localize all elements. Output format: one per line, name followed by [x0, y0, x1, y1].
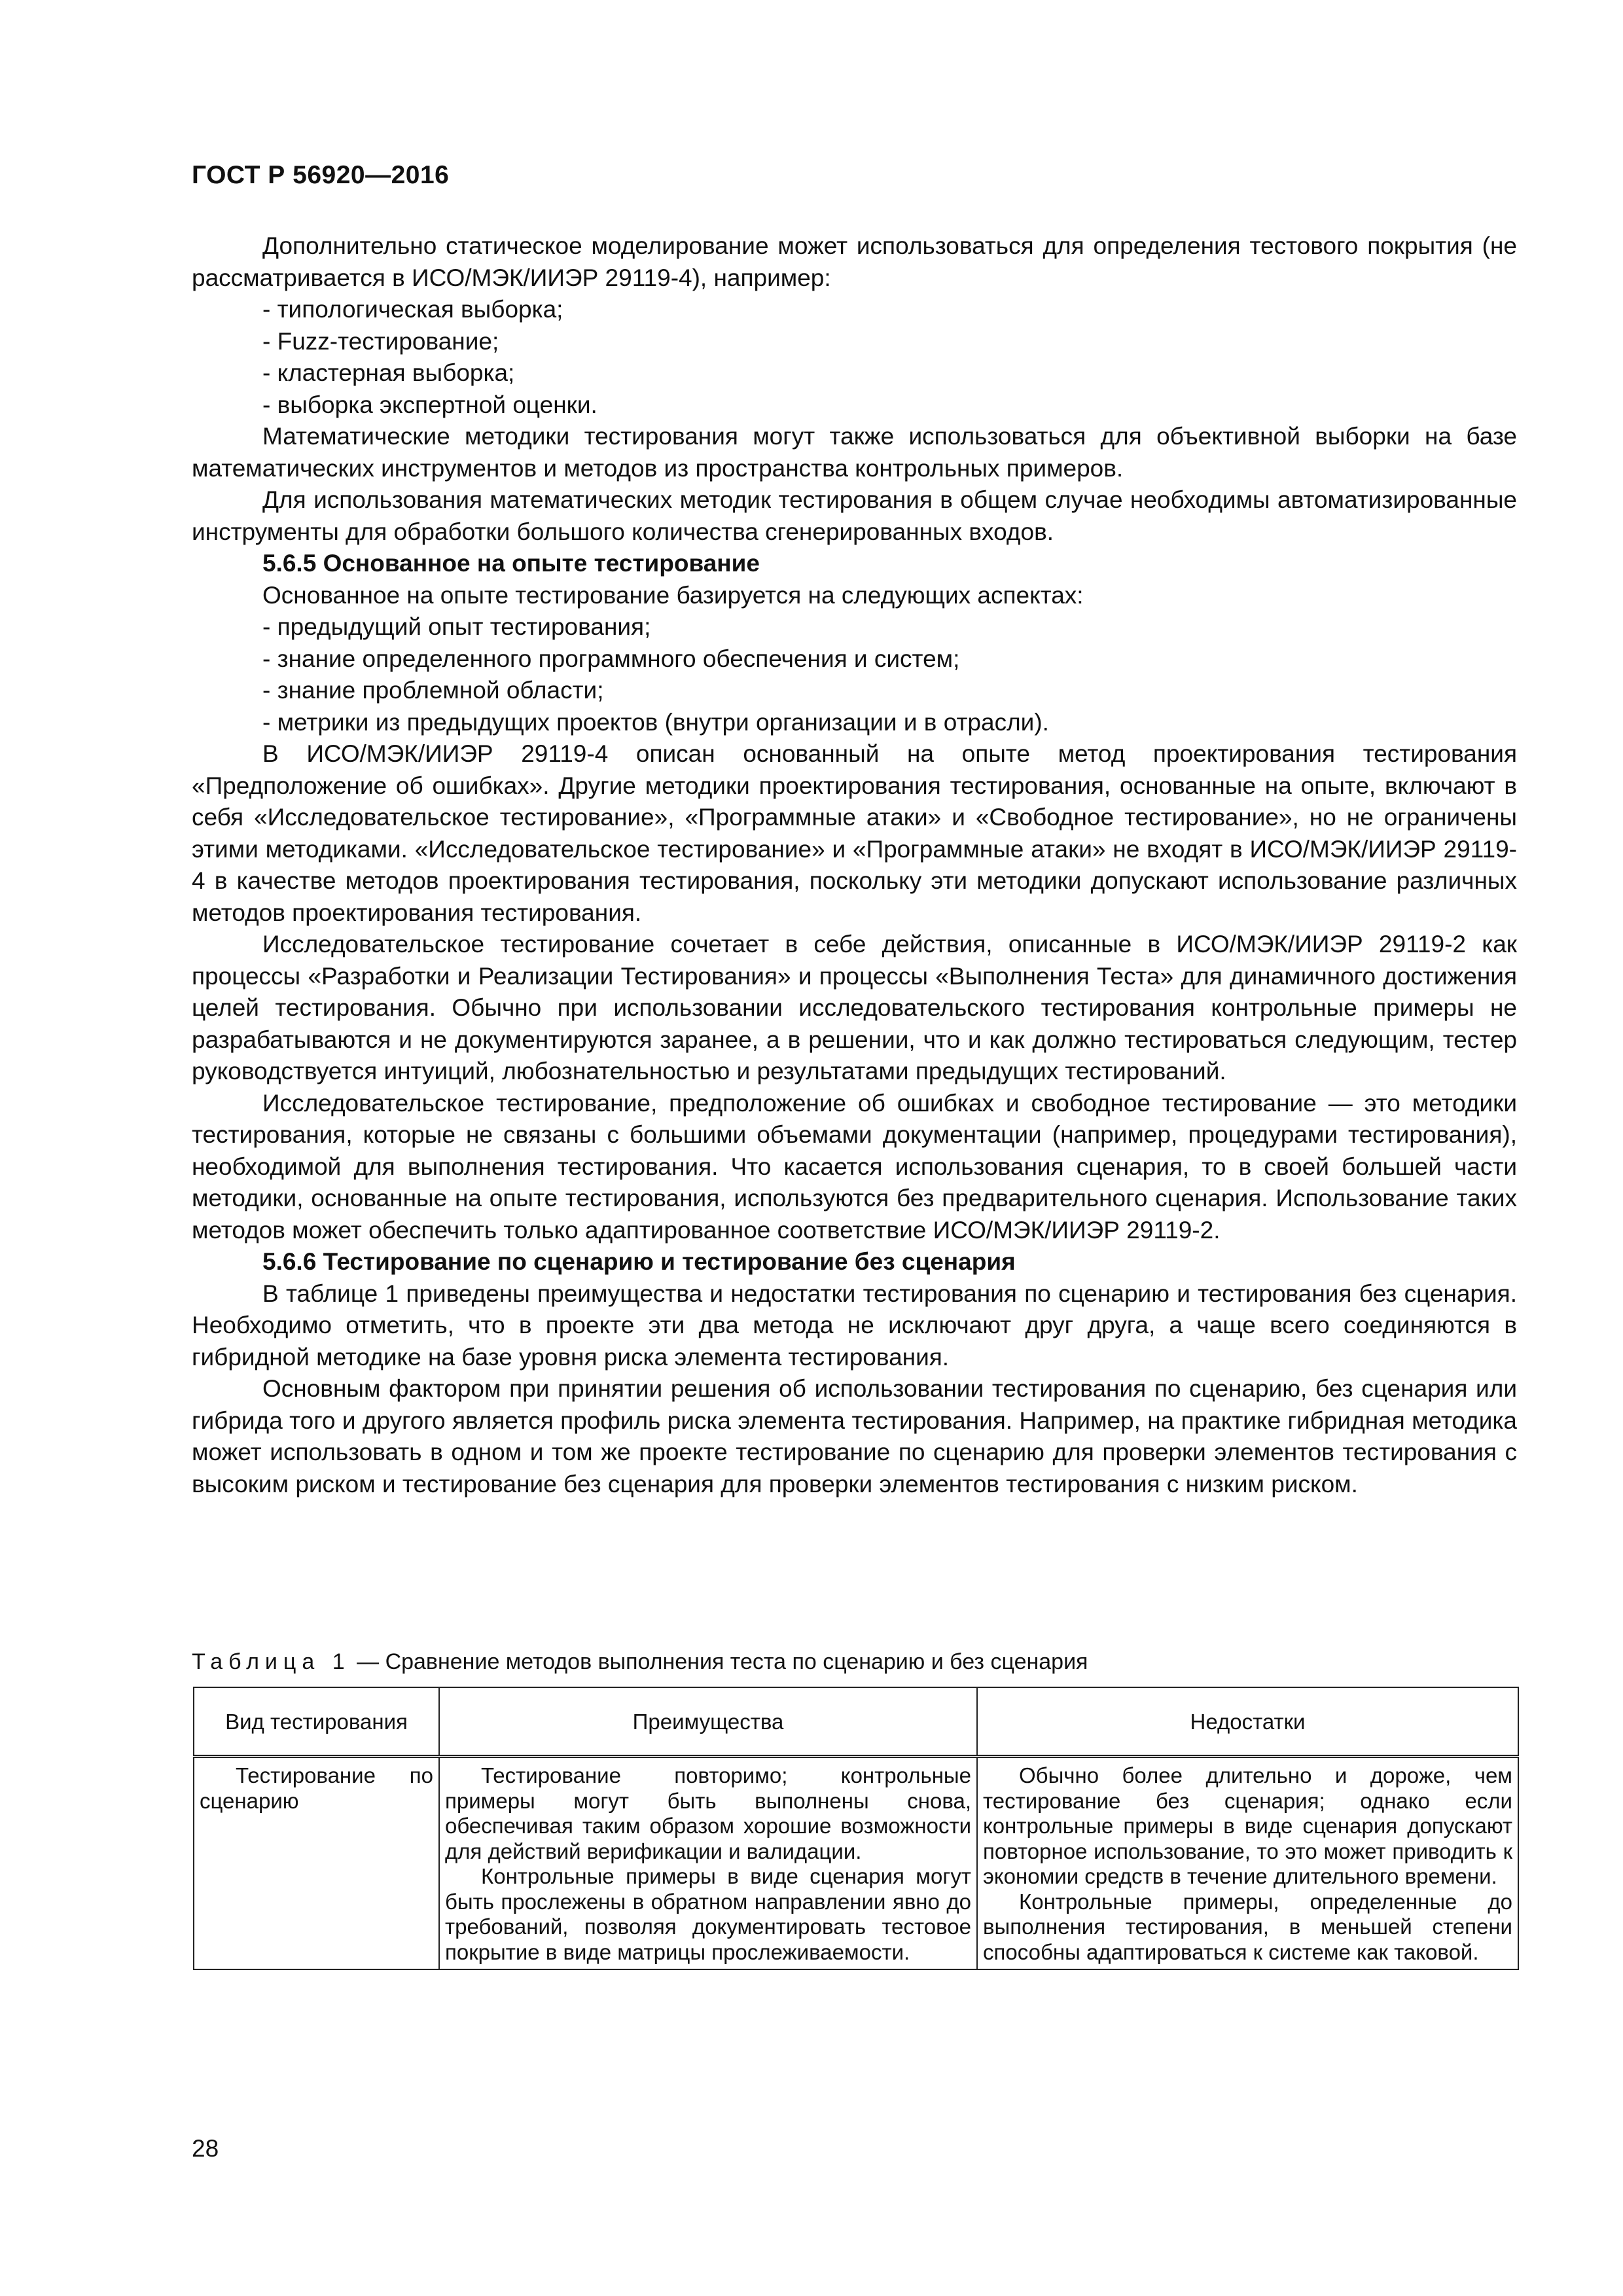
- table-caption-text: — Сравнение методов выполнения теста по сценарию и без сценария: [350, 1649, 1088, 1674]
- paragraph: Дополнительно статическое моделирование может использоваться для определения тестового покрытия (не рассматривается в ИСО/МЭК/ИИЭР 29119-4), например:: [192, 232, 1517, 291]
- list-item: - выборка экспертной оценки.: [262, 391, 597, 418]
- list-item: - метрики из предыдущих проектов (внутри организации и в отрасли).: [262, 708, 1049, 736]
- page-number: 28: [192, 2135, 219, 2162]
- table-cell-advantages: [439, 1757, 977, 1970]
- table-caption-label: Таблица 1: [192, 1649, 351, 1674]
- column-header: Преимущества: [439, 1687, 977, 1757]
- cell-paragraph: Контрольные примеры, определенные до выполнения тестирования, в меньшей степени способны адаптироваться к системе как таковой.: [983, 1889, 1512, 1964]
- column-header: Недостатки: [977, 1687, 1518, 1757]
- section-heading: 5.6.6 Тестирование по сценарию и тестирование без сценария: [262, 1248, 1016, 1275]
- list-item: - знание проблемной области;: [262, 677, 604, 704]
- document-header: ГОСТ Р 56920—2016: [192, 161, 450, 189]
- paragraph: Исследовательское тестирование, предположение об ошибках и свободное тестирование — это методики тестирования, которые не связаны с большими объемами документации (например, процедурами тестирования), необходимой для выполнения тестирования. Что касается использования сценария, то в своей большей части методики, основанные на опыте тестирования, используются без предварительного сценария. Использование таких методов может обеспечить только адаптированное соответствие ИСО/МЭК/ИИЭР 29119-2.: [192, 1089, 1517, 1244]
- list-item: - кластерная выборка;: [262, 359, 515, 386]
- paragraph: В ИСО/МЭК/ИИЭР 29119-4 описан основанный на опыте метод проектирования тестирования «Предположение об ошибках». Другие методики проектирования тестирования, основанные на опыте, включают в себя «Исследовательское тестирование», «Программные атаки» и «Свободное тестирование», но не ограничены этими методиками. «Исследовательское тестирование» и «Программные атаки» не входят в ИСО/МЭК/ИИЭР 29119-4 в качестве методов проектирования тестирования, поскольку эти методики допускают использование различных методов проектирования тестирования.: [192, 740, 1517, 926]
- document-body: [192, 230, 1517, 1500]
- paragraph: Основным фактором при принятии решения об использовании тестирования по сценарию, без сценария или гибрида того и другого является профиль риска элемента тестирования. Например, на практике гибридная методика может использовать в одном и том же проекте тестирование по сценарию для проверки элементов тестирования с высоким риском и тестирование без сценария для проверки элементов тестирования с низким риском.: [192, 1375, 1517, 1498]
- column-header: Вид тестирования: [194, 1687, 439, 1757]
- section-heading: 5.6.5 Основанное на опыте тестирование: [262, 550, 760, 577]
- list-item: - знание определенного программного обеспечения и систем;: [262, 645, 960, 672]
- list-item: - предыдущий опыт тестирования;: [262, 613, 651, 640]
- cell-paragraph: Контрольные примеры в виде сценария могут быть прослежены в обратном направлении явно до требований, позволяя документировать тестовое покрытие в виде матрицы прослеживаемости.: [445, 1864, 971, 1964]
- cell-paragraph: Тестирование повторимо; контрольные примеры могут быть выполнены снова, обеспечивая таким образом хорошие возможности для действий верификации и валидации.: [445, 1763, 971, 1863]
- list-item: - типологическая выборка;: [262, 296, 563, 323]
- table-cell-type: [194, 1757, 439, 1970]
- paragraph: В таблице 1 приведены преимущества и недостатки тестирования по сценарию и тестирования без сценария. Необходимо отметить, что в проекте эти два метода не исключают друг друга, а чаще всего соединяются в гибридной методике на базе уровня риска элемента тестирования.: [192, 1280, 1517, 1371]
- table-header-row: [194, 1687, 1518, 1757]
- table-cell-disadvantages: [977, 1757, 1518, 1970]
- paragraph: Исследовательское тестирование сочетает в себе действия, описанные в ИСО/МЭК/ИИЭР 29119-2 как процессы «Разработки и Реализации Тестирования» и процессы «Выполнения Теста» для динамичного достижения целей тестирования. Обычно при использовании исследовательского тестирования контрольные примеры не разрабатываются и не документируются заранее, а в решении, что и как должно тестироваться следующим, тестер руководствуется интуиций, любознательностью и результатами предыдущих тестирований.: [192, 931, 1517, 1085]
- list-item: - Fuzz-тестирование;: [262, 327, 499, 355]
- paragraph: Математические методики тестирования могут также использоваться для объективной выборки на базе математических инструментов и методов из пространства контрольных примеров.: [192, 423, 1517, 482]
- table-caption: [192, 1647, 1517, 1676]
- table-row: [194, 1757, 1518, 1970]
- comparison-table: [193, 1687, 1519, 1970]
- cell-text: Тестирование по сценарию: [200, 1763, 433, 1813]
- paragraph: Основанное на опыте тестирование базируется на следующих аспектах:: [262, 581, 1084, 609]
- paragraph: Для использования математических методик тестирования в общем случае необходимы автоматизированные инструменты для обработки большого количества сгенерированных входов.: [192, 486, 1517, 545]
- cell-paragraph: Обычно более длительно и дороже, чем тестирование без сценария; однако если контрольные примеры в виде сценария допускают повторное использование, то это может приводить к экономии средств в течение длительного времени.: [983, 1763, 1512, 1888]
